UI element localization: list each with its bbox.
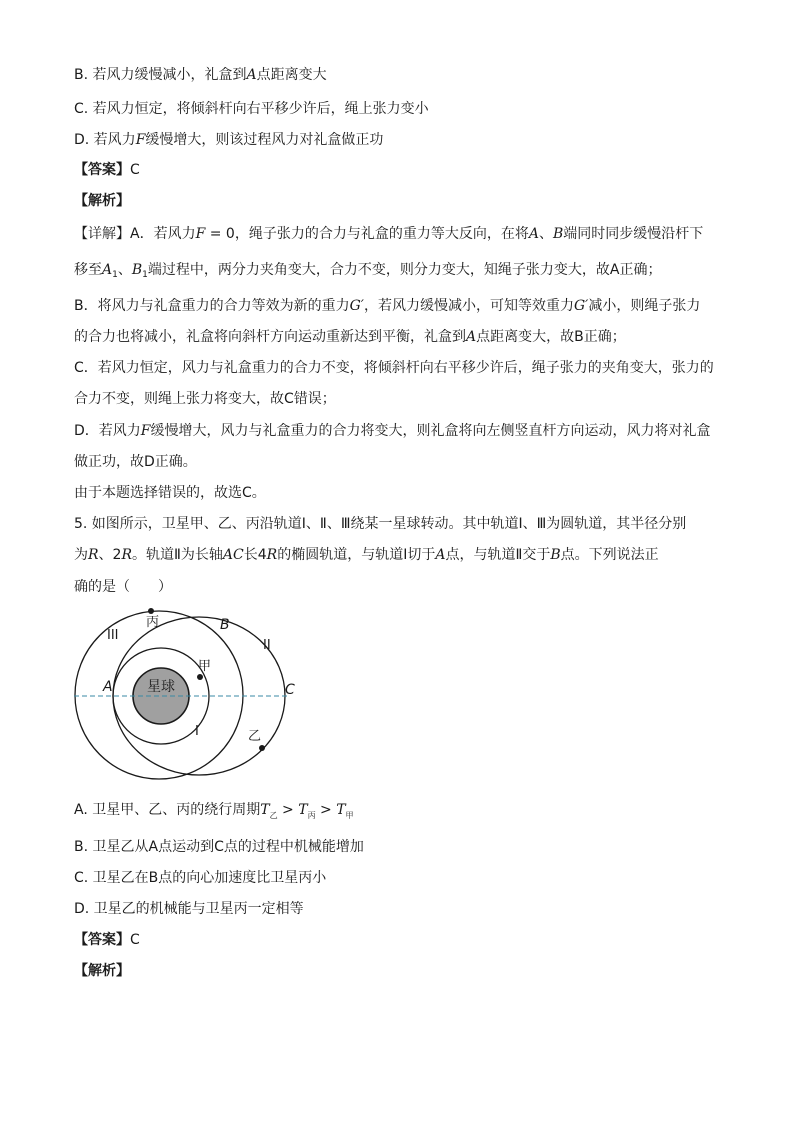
q4-answer: 【答案】C: [74, 162, 140, 178]
q4-detail-line-7: D．若风力F缓慢增大，风力与礼盒重力的合力将变大，则礼盒将向左侧竖直杆方向运动，风力将对礼盒: [74, 423, 711, 439]
label-bing: 丙: [146, 615, 160, 630]
orbit-diagram: [70, 603, 310, 793]
q5-option-a: A. 卫星甲、乙、丙的绕行周期$T_乙 > T_丙 > T_甲$: [74, 802, 354, 820]
q5-analysis-tag: 【解析】: [74, 963, 130, 979]
label-orbit-ii: II: [263, 638, 271, 653]
q4-option-d: D. 若风力F缓慢增大，则该过程风力对礼盒做正功: [74, 132, 384, 148]
q4-detail-line-9: 由于本题选择错误的，故选C。: [74, 485, 266, 501]
q4-option-b: B. 若风力缓慢减小，礼盒到A点距离变大: [74, 67, 327, 83]
label-point-a: A: [103, 679, 113, 695]
q4-detail-line-1: 【详解】A．若风力F = 0，绳子张力的合力与礼盒的重力等大反向，在将A、B端同时同步缓慢沿杆下: [74, 226, 704, 242]
q4-analysis-tag: 【解析】: [74, 193, 130, 209]
satellite-yi-dot: [259, 745, 265, 751]
q5-stem-line-3: 确的是（ ）: [74, 579, 172, 595]
label-point-c: C: [285, 682, 295, 698]
q4-detail-line-8: 做正功，故D正确。: [74, 454, 197, 470]
q4-detail-line-6: 合力不变，则绳上张力将变大，故C错误；: [74, 391, 336, 407]
q4-detail-line-5: C．若风力恒定，风力与礼盒重力的合力不变，将倾斜杆向右平移少许后，绳子张力的夹角变大，张力的: [74, 360, 714, 376]
planet-label: 星球: [147, 679, 175, 695]
q5-stem-line-1: 5. 如图所示，卫星甲、乙、丙沿轨道Ⅰ、Ⅱ、Ⅲ绕某一星球转动。其中轨道Ⅰ、Ⅲ为圆轨道，其半径分别: [74, 516, 687, 532]
q5-answer: 【答案】C: [74, 932, 140, 948]
q4-detail-line-4: 的合力也将减小，礼盒将向斜杆方向运动重新达到平衡，礼盒到A点距离变大，故B正确；: [74, 329, 626, 345]
satellite-bing-dot: [148, 608, 154, 614]
q5-option-d: D. 卫星乙的机械能与卫星丙一定相等: [74, 901, 304, 917]
q5-option-b: B. 卫星乙从A点运动到C点的过程中机械能增加: [74, 839, 364, 855]
q5-stem-line-2: 为R、2R。轨道Ⅱ为长轴AC长4R的椭圆轨道，与轨道Ⅰ切于A点，与轨道Ⅱ交于B点。下列说法正: [74, 547, 659, 563]
label-yi: 乙: [248, 729, 262, 744]
label-orbit-iii: III: [107, 628, 119, 643]
q5-option-c: C. 卫星乙在B点的向心加速度比卫星丙小: [74, 870, 327, 886]
q4-detail-line-2: 移至$A_1$、$B_1$端过程中，两分力夹角变大，合力不变，则分力变大，知绳子张力变大，故A正确；: [74, 262, 662, 280]
label-orbit-i: I: [195, 724, 199, 739]
label-point-b: B: [220, 617, 230, 633]
satellite-jia-dot: [197, 674, 203, 680]
q4-detail-line-3: B．将风力与礼盒重力的合力等效为新的重力G′，若风力缓慢减小，可知等效重力G′减小，则绳子张力: [74, 298, 701, 314]
q4-option-c: C. 若风力恒定，将倾斜杆向右平移少许后，绳上张力变小: [74, 101, 429, 117]
label-jia: 甲: [198, 659, 212, 674]
